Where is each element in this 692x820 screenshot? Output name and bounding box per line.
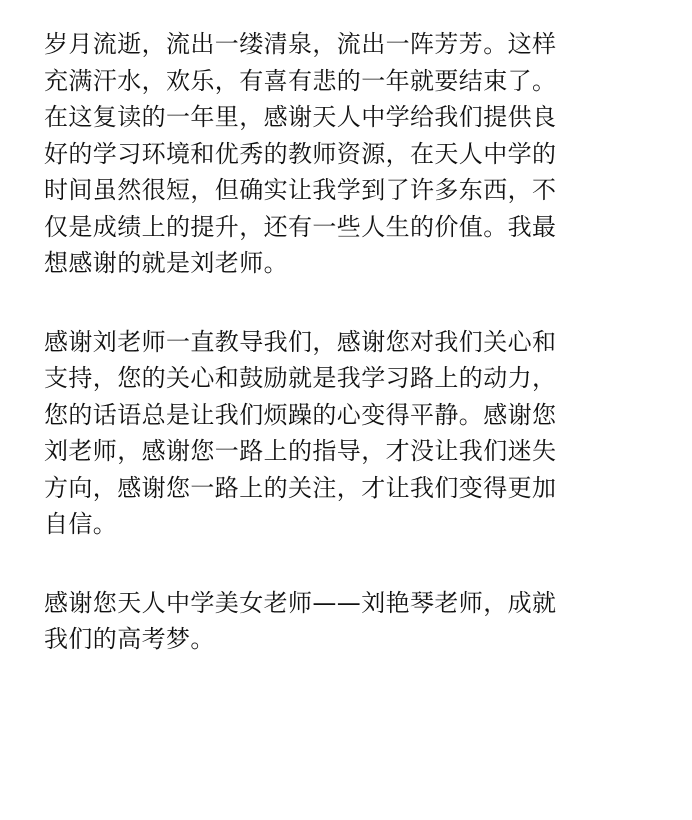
text-line: 感谢刘老师一直教导我们，感谢您对我们关心和 bbox=[44, 327, 557, 356]
text-line: 充满汗水，欢乐，有喜有悲的一年就要结束了。 bbox=[44, 66, 557, 95]
text-line: 岁月流逝，流出一缕清泉，流出一阵芳芳。这样 bbox=[44, 30, 557, 58]
text-line: 时间虽然很短，但确实让我学到了许多东西，不 bbox=[44, 176, 557, 204]
text-line: 在这复读的一年里，感谢天人中学给我们提供良 bbox=[44, 103, 557, 131]
paragraph-spacer bbox=[44, 282, 662, 324]
text-line: 仅是成绩上的提升，还有一些人生的价值。我最 bbox=[44, 212, 557, 241]
text-line: 您的话语总是让我们烦躁的心变得平静。感谢您 bbox=[44, 400, 557, 429]
text-line: 我们的高考梦。 bbox=[44, 625, 215, 653]
text-line: 自信。 bbox=[44, 510, 118, 538]
paragraph-2 bbox=[44, 324, 662, 543]
text-line: 感谢您天人中学美女老师——刘艳琴老师，成就 bbox=[44, 588, 557, 617]
text-line: 方向，感谢您一路上的关注，才让我们变得更加 bbox=[44, 473, 557, 502]
text-line: 想感谢的就是刘老师。 bbox=[44, 249, 288, 277]
paragraph-3 bbox=[44, 585, 662, 658]
paragraph-spacer bbox=[44, 543, 662, 585]
paragraph-1 bbox=[44, 26, 662, 282]
text-line: 刘老师，感谢您一路上的指导，才没让我们迷失 bbox=[44, 437, 557, 465]
text-line: 支持，您的关心和鼓励就是我学习路上的动力， bbox=[44, 364, 557, 392]
text-line: 好的学习环境和优秀的教师资源，在天人中学的 bbox=[44, 139, 557, 168]
